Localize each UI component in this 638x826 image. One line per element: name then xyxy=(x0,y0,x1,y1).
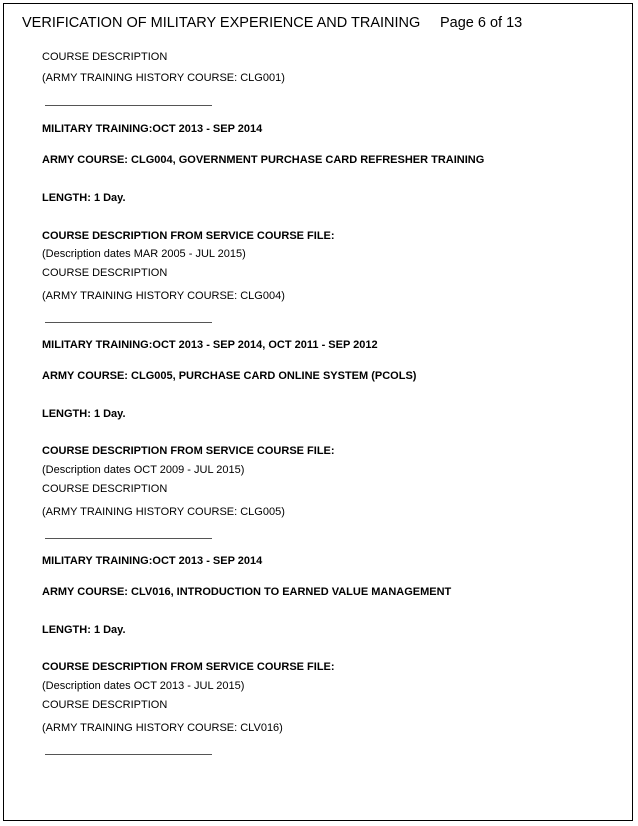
course-description-heading: COURSE DESCRIPTION FROM SERVICE COURSE FILE: xyxy=(42,445,335,457)
description-dates: (Description dates OCT 2013 - JUL 2015) xyxy=(42,680,245,692)
military-training-period: MILITARY TRAINING:OCT 2013 - SEP 2014 xyxy=(42,555,263,567)
page-number: Page 6 of 13 xyxy=(440,15,523,31)
course-description-label: COURSE DESCRIPTION xyxy=(42,267,168,279)
course-length: LENGTH: 1 Day. xyxy=(42,192,126,204)
military-training-period: MILITARY TRAINING:OCT 2013 - SEP 2014 xyxy=(42,123,263,135)
army-course-title: ARMY COURSE: CLV016, INTRODUCTION TO EARNED VALUE MANAGEMENT xyxy=(42,586,452,598)
separator-rule xyxy=(45,754,212,755)
course-description-label: COURSE DESCRIPTION xyxy=(42,699,168,711)
military-training-period: MILITARY TRAINING:OCT 2013 - SEP 2014, OCT 2011 - SEP 2012 xyxy=(42,339,378,351)
course-length: LENGTH: 1 Day. xyxy=(42,624,126,636)
training-history-course: (ARMY TRAINING HISTORY COURSE: CLG004) xyxy=(42,290,285,302)
separator-rule xyxy=(45,105,212,106)
course-description-heading: COURSE DESCRIPTION FROM SERVICE COURSE FILE: xyxy=(42,230,335,242)
training-history-course: (ARMY TRAINING HISTORY COURSE: CLG005) xyxy=(42,506,285,518)
army-course-title: ARMY COURSE: CLG005, PURCHASE CARD ONLINE SYSTEM (PCOLS) xyxy=(42,370,417,382)
course-description-label: COURSE DESCRIPTION xyxy=(42,51,168,63)
document-title: VERIFICATION OF MILITARY EXPERIENCE AND TRAINING xyxy=(22,15,421,31)
course-length: LENGTH: 1 Day. xyxy=(42,408,126,420)
course-description-heading: COURSE DESCRIPTION FROM SERVICE COURSE FILE: xyxy=(42,661,335,673)
description-dates: (Description dates OCT 2009 - JUL 2015) xyxy=(42,464,245,476)
training-history-course: (ARMY TRAINING HISTORY COURSE: CLG001) xyxy=(42,72,285,84)
training-history-course: (ARMY TRAINING HISTORY COURSE: CLV016) xyxy=(42,722,283,734)
separator-rule xyxy=(45,538,212,539)
course-description-label: COURSE DESCRIPTION xyxy=(42,483,168,495)
army-course-title: ARMY COURSE: CLG004, GOVERNMENT PURCHASE CARD REFRESHER TRAINING xyxy=(42,154,485,166)
separator-rule xyxy=(45,322,212,323)
description-dates: (Description dates MAR 2005 - JUL 2015) xyxy=(42,248,246,260)
